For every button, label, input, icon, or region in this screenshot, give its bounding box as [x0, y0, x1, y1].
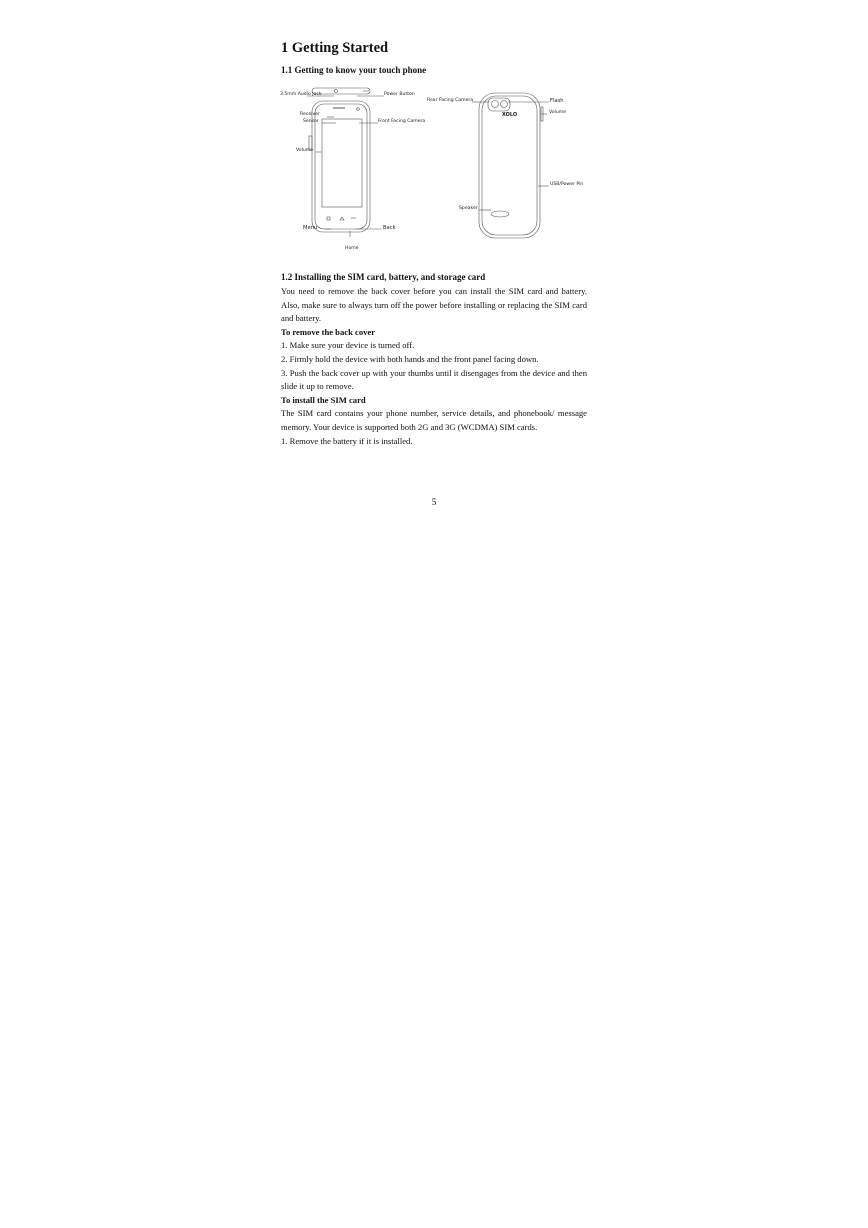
back-speaker: [491, 211, 509, 217]
label-rear-camera: Rear Facing Camera: [427, 98, 474, 103]
install-sim-step-1: 1. Remove the battery if it is installed.: [281, 435, 413, 446]
section-2-intro: You need to remove the back cover before you can install the SIM card and battery. Also, make sure to always turn off the power before installing or replacing the SIM card and battery.: [281, 286, 587, 324]
label-back: Back: [383, 225, 396, 231]
label-home: Home: [345, 246, 359, 251]
install-sim-heading: To install the SIM card: [281, 394, 366, 405]
section-2-title: 1.2 Installing the SIM card, battery, and storage card: [281, 272, 486, 282]
remove-cover-step-1: 1. Make sure your device is turned off.: [281, 340, 415, 351]
phone-diagram: [281, 84, 587, 256]
label-power-button: Power Button: [384, 92, 415, 97]
label-speaker: Speaker: [459, 206, 478, 211]
label-volume-back: Volume: [549, 110, 567, 115]
label-flash: Flash: [550, 98, 564, 104]
label-audio-jack: 3.5mm Audio Jack: [280, 92, 322, 97]
label-volume-front: Volume: [296, 148, 314, 153]
install-sim-body: The SIM card contains your phone number, service details, and phonebook/ message memory. Your device is supported both 2G and 3G (WCDMA) SIM cards.: [281, 408, 587, 432]
remove-cover-step-2: 2. Firmly hold the device with both hands and the front panel facing down.: [281, 353, 539, 364]
chapter-heading: 1 Getting Started: [281, 40, 389, 56]
section-1-title: 1.1 Getting to know your touch phone: [281, 65, 427, 75]
label-receiver: Receiver: [300, 112, 320, 117]
brand-logo-text: XOLO: [502, 112, 518, 118]
label-sensor: Sensor: [303, 119, 319, 124]
document-page: [280, 38, 587, 507]
page-number: 5: [431, 497, 437, 507]
label-menu: Menu: [303, 225, 318, 231]
label-usb: USB/Power Pin: [550, 182, 584, 187]
remove-cover-heading: To remove the back cover: [281, 326, 376, 337]
phone-front-screen: [322, 119, 362, 207]
section-2: [281, 271, 587, 448]
label-front-camera: Front Facing Camera: [378, 119, 426, 124]
phone-front-body: [312, 101, 370, 232]
phone-diagram-drawing: [279, 84, 589, 256]
remove-cover-step-3: 3. Push the back cover up with your thumbs until it disengages from the device and then slide it up to remove.: [281, 367, 587, 392]
